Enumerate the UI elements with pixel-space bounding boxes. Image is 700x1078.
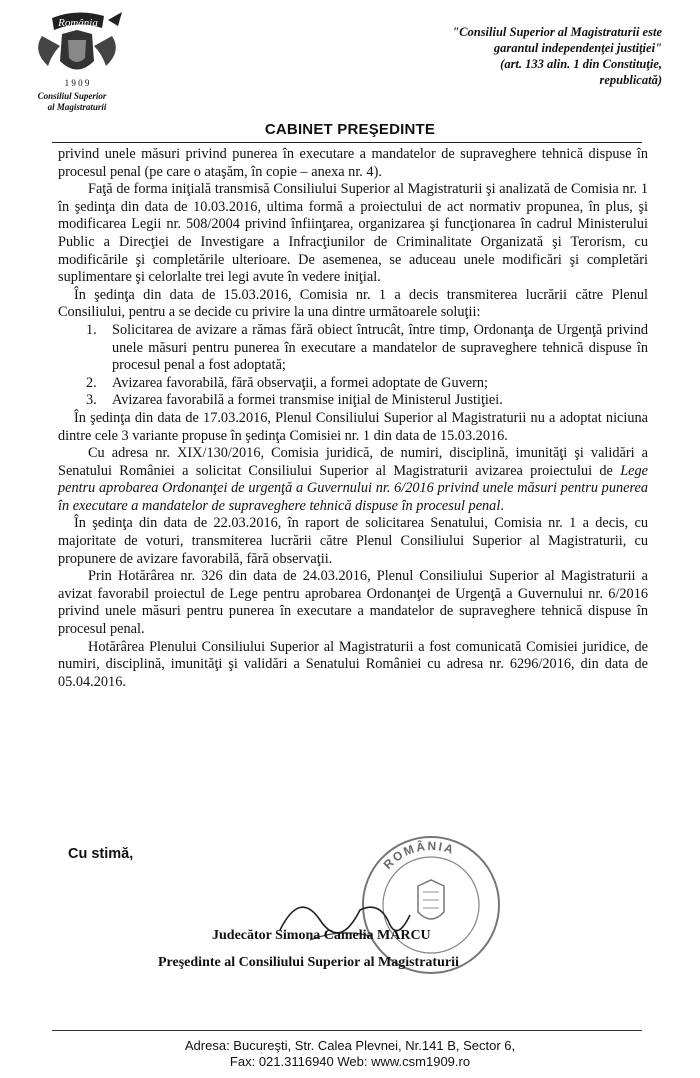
- list-item: [58, 322, 648, 375]
- options-list: [58, 322, 648, 410]
- list-number: 1.: [86, 321, 97, 338]
- closing-greeting: Cu stimă,: [68, 846, 134, 862]
- logo-org-line1: Consiliul Superior: [37, 91, 107, 101]
- csm-crest-icon: [22, 6, 132, 116]
- paragraph: Prin Hotărârea nr. 326 din data de 24.03.2016, Plenul Consiliului Superior al Magistraturii a avizat favorabil proiectul de Lege pentru aprobarea Ordonanţei de Urgenţă a Guvernului nr. 6/2016 privind unele măsuri pentru punerea în executare a mandatelor de supraveghere tehnică dispuse în procesul penal.: [58, 568, 648, 638]
- footer-contact: [0, 1038, 700, 1070]
- list-item: [58, 375, 648, 393]
- svg-text:ROMÂNIA: [381, 838, 457, 872]
- csm-logo: [22, 6, 132, 116]
- logo-org-line2: al Magistraturii: [47, 102, 107, 112]
- logo-year: 1 9 0 9: [64, 78, 90, 88]
- paragraph-text: Cu adresa nr. XIX/130/2016, Comisia juridică, de numiri, disciplină, imunităţi şi validări a Senatului României a solicitat Consiliului Superior al Magistraturii avizarea proiectului de: [58, 445, 648, 479]
- letter-body: [58, 146, 648, 691]
- logo-scroll-text: România: [58, 17, 98, 29]
- list-number: 2.: [86, 374, 97, 391]
- paragraph: În şedinţa din data de 15.03.2016, Comisia nr. 1 a decis transmiterea lucrării către Plenul Consiliului, pentru a se decide cu privire la una dintre următoarele soluţii:: [58, 286, 648, 321]
- stamp-text: ROMÂNIA: [380, 838, 457, 872]
- motto-line: garantul independenţei justiţiei": [493, 41, 662, 55]
- paragraph: Hotărârea Plenului Consiliului Superior al Magistraturii a fost comunicată Comisiei juridice, de numiri, disciplină, imunităţi şi validări a Senatului României cu adresa nr. 6296/2016, din data de 05.04.2016.: [58, 638, 648, 690]
- motto-line: republicată): [599, 73, 662, 87]
- header-divider: [52, 142, 642, 143]
- paragraph: [58, 445, 648, 515]
- list-item: [58, 392, 648, 410]
- law-title: Lege pentru aprobarea Ordonanţei de urgenţă a Guvernului nr. 6/2016 privind unele măsuri pentru punerea în executare a mandatelor de supraveghere tehnică dispuse în procesul penal: [58, 462, 648, 514]
- list-text: Avizarea favorabilă, fără observaţii, a formei adoptate de Guvern;: [112, 374, 489, 391]
- paragraph: În şedinţa din data de 17.03.2016, Plenul Consiliului Superior al Magistraturii nu a adoptat niciuna dintre cele 3 variante propuse în şedinţa Comisiei nr. 1 din data de 15.03.2016.: [58, 409, 648, 444]
- motto-line: "Consiliul Superior al Magistraturii este: [452, 25, 662, 39]
- motto-line: (art. 133 alin. 1 din Constituţie,: [500, 57, 662, 71]
- list-number: 3.: [86, 392, 97, 409]
- footer-address: Adresa: Bucureşti, Str. Calea Plevnei, Nr.141 B, Sector 6,: [184, 1038, 516, 1053]
- paragraph-text: .: [500, 497, 504, 514]
- list-text: Avizarea favorabilă a formei transmise iniţial de Ministerul Justiţiei.: [112, 392, 503, 409]
- signer-role: Preşedinte al Consiliului Superior al Magistraturii: [158, 955, 459, 970]
- handwritten-signature-icon: [270, 870, 420, 960]
- header-motto: [362, 24, 662, 88]
- paragraph: Faţă de forma iniţială transmisă Consiliului Superior al Magistraturii şi analizată de Comisia nr. 1 în şedinţa din data de 10.03.2016, ultima formă a proiectului de act normativ propunea, în plus, şi modificarea Legii nr. 508/2004 privind înfiinţarea, organizarea şi funcţionarea în cadrul Ministerului Public a Direcţiei de Investigare a Infracţiunilor de Criminalitate Organizată şi Terorism, cu modificările şi completările ulterioare. De asemenea, se aduceau unele modificări şi completări suplimentare şi celorlalte trei legi avute în vedere iniţial.: [58, 181, 648, 286]
- footer-fax-web: Fax: 021.3116940 Web: www.csm1909.ro: [229, 1054, 471, 1069]
- list-text: Solicitarea de avizare a rămas fără obiect întrucât, între timp, Ordonanţa de Urgenţă privind unele măsuri pentru punerea în executare a mandatelor de supraveghere tehnică dispuse în procesul penal a fost adoptată;: [112, 321, 648, 374]
- signer-name: Judecător Simona Camelia MARCU: [212, 928, 431, 943]
- paragraph: În şedinţa din data de 22.03.2016, în raport de solicitarea Senatului, Comisia nr. 1 a decis, cu majoritate de voturi, transmiterea lucrării către Plenul Consiliului Superior al Magistraturii, cu propunere de avizare favorabilă, fără observaţii.: [58, 515, 648, 567]
- paragraph: privind unele măsuri privind punerea în executare a mandatelor de supraveghere tehnică dispuse în procesul penal (pe care o ataşăm, în copie – anexa nr. 4).: [58, 146, 648, 180]
- footer-divider: [52, 1030, 642, 1031]
- cabinet-heading: CABINET PREŞEDINTE: [264, 121, 436, 138]
